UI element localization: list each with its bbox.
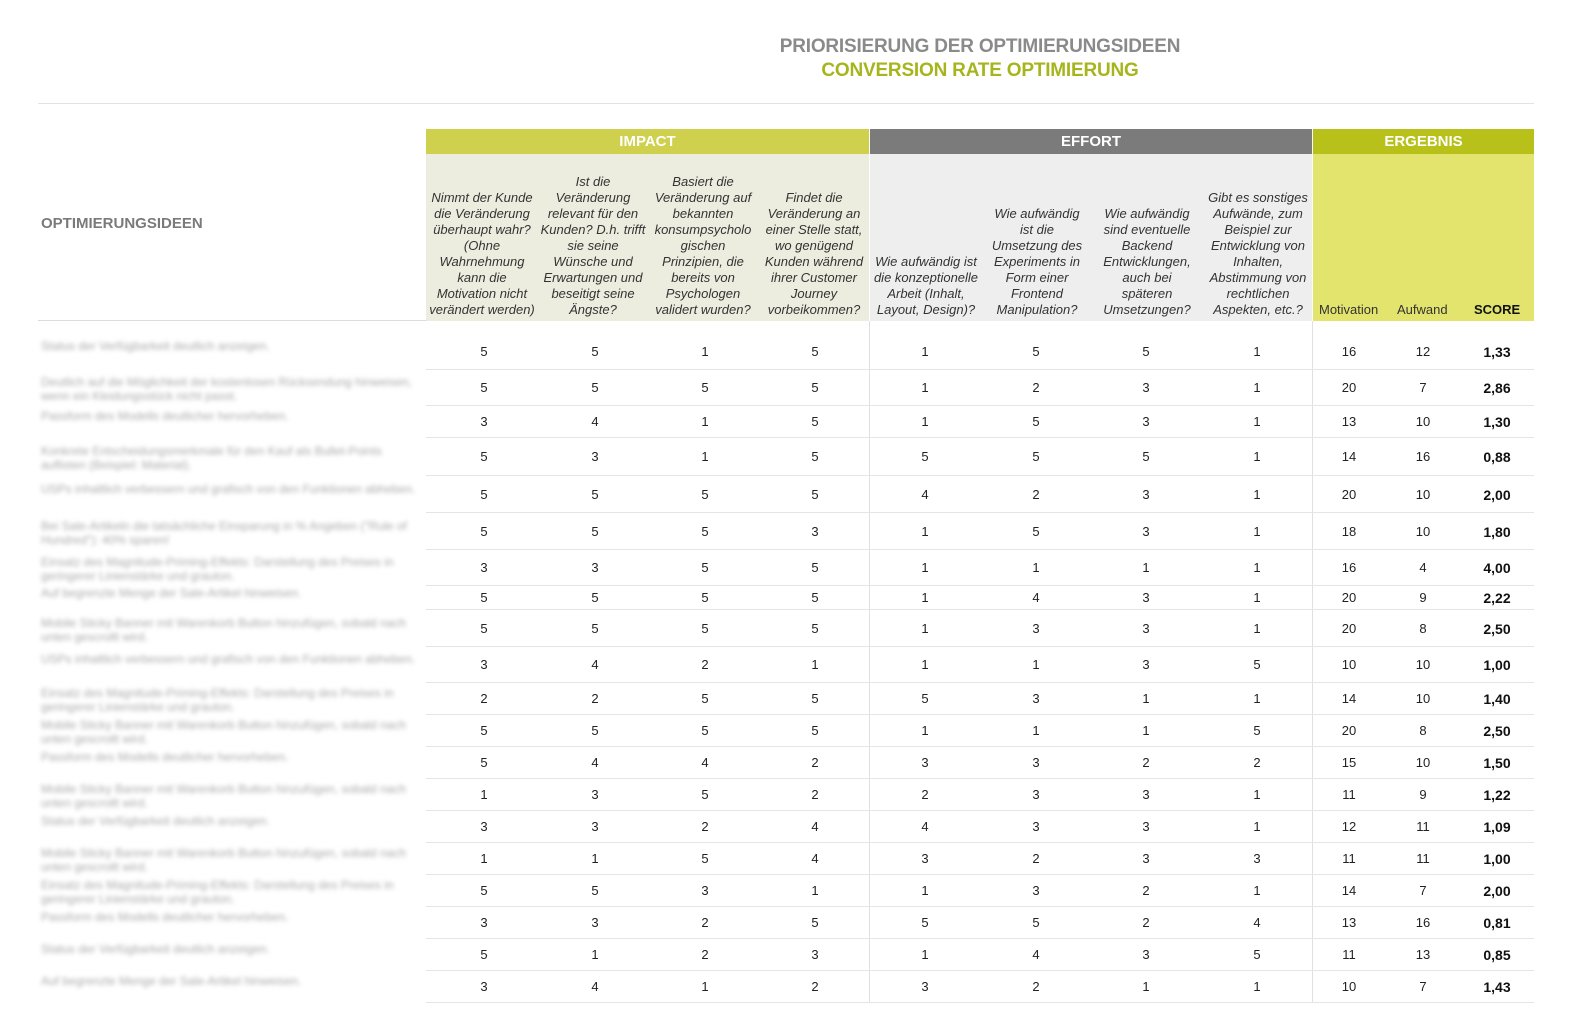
impact-value-3: 5 bbox=[701, 620, 709, 636]
effort-value-2: 5 bbox=[1032, 449, 1040, 464]
effort-value-3: 3 bbox=[1142, 657, 1150, 672]
impact-value-1: 1 bbox=[480, 851, 488, 866]
effort-value-1: 1 bbox=[921, 657, 929, 672]
table-row bbox=[38, 550, 1534, 586]
motivation-value: 12 bbox=[1341, 819, 1357, 834]
effort-value-3: 3 bbox=[1142, 414, 1150, 429]
effort-question-2: Wie aufwändig ist die Umsetzung des Experiments in Form einer Frontend Manipulation? bbox=[991, 206, 1083, 317]
effort-value-1: 3 bbox=[921, 851, 929, 866]
impact-value-1: 3 bbox=[480, 414, 488, 429]
motivation-value: 14 bbox=[1341, 449, 1357, 464]
effort-value-3: 5 bbox=[1142, 449, 1150, 464]
motivation-value: 16 bbox=[1341, 344, 1357, 359]
effort-value-2: 1 bbox=[1032, 560, 1040, 575]
idea-text: Passform des Modells deutlicher hervorheben. bbox=[41, 409, 289, 423]
motivation-value: 13 bbox=[1341, 915, 1357, 930]
motivation-value: 20 bbox=[1341, 380, 1357, 395]
effort-value-3: 5 bbox=[1142, 344, 1150, 359]
impact-value-2: 4 bbox=[591, 755, 599, 770]
table-row bbox=[38, 875, 1534, 907]
aufwand-value: 12 bbox=[1415, 344, 1431, 359]
aufwand-value: 10 bbox=[1415, 414, 1431, 429]
impact-value-4: 5 bbox=[811, 560, 819, 575]
impact-value-4: 5 bbox=[811, 723, 819, 738]
aufwand-value: 4 bbox=[1419, 560, 1427, 575]
impact-value-2: 5 bbox=[591, 486, 599, 502]
table-row bbox=[38, 971, 1534, 1003]
impact-questions-header bbox=[426, 154, 869, 321]
impact-value-1: 5 bbox=[480, 755, 488, 770]
impact-value-2: 3 bbox=[591, 915, 599, 930]
impact-value-3: 1 bbox=[701, 344, 709, 359]
impact-value-4: 5 bbox=[811, 620, 819, 636]
effort-value-4: 3 bbox=[1253, 851, 1261, 866]
impact-value-2: 5 bbox=[591, 380, 599, 395]
impact-value-1: 1 bbox=[480, 787, 488, 802]
impact-value-1: 2 bbox=[480, 691, 488, 706]
impact-value-2: 4 bbox=[591, 414, 599, 429]
impact-value-2: 3 bbox=[591, 819, 599, 834]
idea-text: Passform des Modells deutlicher hervorheben. bbox=[41, 910, 289, 924]
impact-value-3: 3 bbox=[701, 883, 709, 898]
effort-value-1: 4 bbox=[921, 819, 929, 834]
impact-value-3: 1 bbox=[701, 979, 709, 994]
effort-question-1: Wie aufwändig ist die konzeptionelle Arbeit (Inhalt, Layout, Design)? bbox=[873, 254, 979, 317]
effort-value-3: 1 bbox=[1142, 691, 1150, 706]
impact-value-4: 2 bbox=[811, 787, 819, 802]
effort-value-2: 1 bbox=[1032, 657, 1040, 672]
impact-value-1: 5 bbox=[480, 486, 488, 502]
effort-value-4: 1 bbox=[1253, 691, 1261, 706]
effort-value-1: 1 bbox=[921, 344, 929, 359]
impact-value-1: 5 bbox=[480, 523, 488, 539]
effort-value-4: 1 bbox=[1253, 380, 1261, 395]
motivation-value: 13 bbox=[1341, 414, 1357, 429]
effort-value-1: 1 bbox=[921, 560, 929, 575]
effort-value-3: 2 bbox=[1142, 755, 1150, 770]
effort-value-1: 3 bbox=[921, 755, 929, 770]
score-column-label: SCORE bbox=[1474, 302, 1521, 317]
effort-value-1: 5 bbox=[921, 915, 929, 930]
impact-value-4: 5 bbox=[811, 344, 819, 359]
effort-value-1: 1 bbox=[921, 523, 929, 539]
motivation-value: 20 bbox=[1341, 723, 1357, 738]
idea-text: Status der Verfügbarkeit deutlich anzeigen. bbox=[41, 339, 270, 353]
impact-value-1: 5 bbox=[480, 620, 488, 636]
impact-value-3: 5 bbox=[701, 787, 709, 802]
score-value: 1,33 bbox=[1483, 344, 1511, 360]
table-row bbox=[38, 939, 1534, 971]
effort-value-1: 5 bbox=[921, 449, 929, 464]
impact-value-1: 5 bbox=[480, 723, 488, 738]
aufwand-value: 7 bbox=[1419, 979, 1427, 994]
motivation-value: 10 bbox=[1341, 657, 1357, 672]
aufwand-value: 16 bbox=[1415, 449, 1431, 464]
score-value: 2,22 bbox=[1483, 590, 1511, 606]
impact-value-4: 1 bbox=[811, 657, 819, 672]
effort-question-4: Gibt es sonstiges Aufwände, zum Beispiel zur Entwicklung von Inhalten, Abstimmung von rechtlichen Aspekten, etc.? bbox=[1208, 190, 1308, 317]
idea-text: Status der Verfügbarkeit deutlich anzeigen. bbox=[41, 942, 270, 956]
ideas-column-header: OPTIMIERUNGSIDEEN bbox=[41, 215, 203, 232]
effort-value-2: 5 bbox=[1032, 344, 1040, 359]
effort-value-2: 3 bbox=[1032, 787, 1040, 802]
table-row bbox=[38, 683, 1534, 715]
impact-value-3: 2 bbox=[701, 657, 709, 672]
aufwand-value: 7 bbox=[1419, 883, 1427, 898]
table-row bbox=[38, 647, 1534, 683]
effort-value-3: 3 bbox=[1142, 787, 1150, 802]
table-row bbox=[38, 586, 1534, 610]
effort-value-2: 3 bbox=[1032, 620, 1040, 636]
impact-group-header: IMPACT bbox=[426, 129, 869, 154]
impact-value-1: 5 bbox=[480, 380, 488, 395]
score-value: 1,00 bbox=[1483, 657, 1511, 673]
effort-value-3: 3 bbox=[1142, 947, 1150, 962]
idea-text: Einsatz des Magnitude-Priming-Effekts: Darstellung des Preises in geringerer Linienstärke und grauton. bbox=[41, 878, 394, 906]
impact-value-4: 3 bbox=[811, 523, 819, 539]
impact-value-1: 5 bbox=[480, 590, 488, 605]
impact-value-2: 5 bbox=[591, 620, 599, 636]
table-row bbox=[38, 811, 1534, 843]
table-row bbox=[38, 610, 1534, 647]
effort-value-1: 1 bbox=[921, 380, 929, 395]
impact-value-1: 3 bbox=[480, 979, 488, 994]
motivation-value: 20 bbox=[1341, 590, 1357, 605]
effort-question-3: Wie aufwändig sind eventuelle Backend Entwicklungen, auch bei späteren Umsetzungen? bbox=[1103, 206, 1191, 317]
impact-value-4: 5 bbox=[811, 486, 819, 502]
effort-value-4: 1 bbox=[1253, 523, 1261, 539]
table-row bbox=[38, 747, 1534, 779]
impact-value-3: 2 bbox=[701, 819, 709, 834]
effort-value-2: 3 bbox=[1032, 883, 1040, 898]
impact-value-1: 3 bbox=[480, 819, 488, 834]
effort-value-3: 2 bbox=[1142, 883, 1150, 898]
idea-text: USPs inhaltlich verbessern und grafisch von den Funktionen abheben. bbox=[41, 652, 416, 666]
impact-value-2: 3 bbox=[591, 787, 599, 802]
effort-value-3: 3 bbox=[1142, 523, 1150, 539]
table-row bbox=[38, 334, 1534, 370]
effort-value-4: 1 bbox=[1253, 560, 1261, 575]
effort-value-3: 3 bbox=[1142, 486, 1150, 502]
effort-value-2: 2 bbox=[1032, 486, 1040, 502]
effort-value-4: 1 bbox=[1253, 414, 1261, 429]
aufwand-value: 13 bbox=[1415, 947, 1431, 962]
effort-value-2: 5 bbox=[1032, 523, 1040, 539]
impact-value-4: 4 bbox=[811, 851, 819, 866]
impact-value-4: 5 bbox=[811, 691, 819, 706]
aufwand-value: 10 bbox=[1415, 691, 1431, 706]
effort-value-3: 3 bbox=[1142, 620, 1150, 636]
score-value: 0,85 bbox=[1483, 947, 1511, 963]
effort-value-2: 2 bbox=[1032, 851, 1040, 866]
impact-question-2: Ist die Veränderung relevant für den Kunden? D.h. trifft sie seine Wünsche und Erwartungen und beseitigt seine Ängste? bbox=[540, 174, 646, 317]
table-row bbox=[38, 843, 1534, 875]
aufwand-value: 10 bbox=[1415, 486, 1431, 502]
effort-value-4: 1 bbox=[1253, 883, 1261, 898]
score-value: 2,00 bbox=[1483, 486, 1511, 503]
impact-value-2: 1 bbox=[591, 851, 599, 866]
effort-value-3: 1 bbox=[1142, 979, 1150, 994]
effort-value-4: 4 bbox=[1253, 915, 1261, 930]
motivation-value: 14 bbox=[1341, 883, 1357, 898]
effort-questions-header bbox=[870, 154, 1312, 321]
effort-value-1: 1 bbox=[921, 947, 929, 962]
impact-value-1: 5 bbox=[480, 449, 488, 464]
score-value: 2,50 bbox=[1483, 620, 1511, 637]
effort-value-4: 5 bbox=[1253, 657, 1261, 672]
effort-value-4: 1 bbox=[1253, 979, 1261, 994]
motivation-column-label: Motivation bbox=[1319, 302, 1379, 317]
effort-value-3: 3 bbox=[1142, 819, 1150, 834]
impact-value-4: 3 bbox=[811, 947, 819, 962]
effort-value-4: 1 bbox=[1253, 344, 1261, 359]
motivation-value: 15 bbox=[1341, 755, 1357, 770]
score-value: 0,88 bbox=[1483, 449, 1511, 465]
idea-text: Konkrete Entscheidungsmerkmale für den Kauf als Bullet-Points auflisten (Beispiel: Material). bbox=[41, 444, 382, 472]
impact-question-4: Findet die Veränderung an einer Stelle statt, wo genügend Kunden während ihrer Customer Journey vorbeikommen? bbox=[764, 190, 864, 317]
score-value: 4,00 bbox=[1483, 560, 1511, 576]
table-row bbox=[38, 715, 1534, 747]
effort-value-1: 5 bbox=[921, 691, 929, 706]
effort-value-3: 1 bbox=[1142, 560, 1150, 575]
aufwand-value: 10 bbox=[1415, 755, 1431, 770]
idea-text: Mobile Sticky Banner mit Warenkorb Button hinzufügen, sobald nach unten gescrollt wird. bbox=[41, 782, 407, 810]
impact-value-3: 5 bbox=[701, 851, 709, 866]
aufwand-value: 9 bbox=[1419, 787, 1427, 802]
score-value: 1,09 bbox=[1483, 819, 1511, 835]
effort-value-1: 1 bbox=[921, 620, 929, 636]
aufwand-value: 8 bbox=[1419, 723, 1427, 738]
effort-value-2: 2 bbox=[1032, 380, 1040, 395]
impact-value-4: 4 bbox=[811, 819, 819, 834]
impact-value-3: 5 bbox=[701, 723, 709, 738]
motivation-value: 11 bbox=[1342, 947, 1356, 962]
result-columns-header bbox=[1313, 154, 1534, 321]
impact-question-1: Nimmt der Kunde die Veränderung überhaupt wahr? (Ohne Wahrnehmung kann die Motivation nicht verändert werden) bbox=[429, 190, 535, 317]
page-titles bbox=[0, 36, 1570, 84]
table-row bbox=[38, 513, 1534, 550]
impact-value-1: 5 bbox=[480, 947, 488, 962]
impact-value-3: 5 bbox=[701, 523, 709, 539]
idea-text: Auf begrenzte Menge der Sale-Artikel hinweisen. bbox=[41, 586, 302, 600]
impact-value-1: 3 bbox=[480, 915, 488, 930]
impact-value-4: 2 bbox=[811, 755, 819, 770]
impact-value-3: 5 bbox=[701, 380, 709, 395]
effort-group-header: EFFORT bbox=[870, 129, 1312, 154]
impact-value-1: 5 bbox=[480, 883, 488, 898]
impact-value-2: 4 bbox=[591, 979, 599, 994]
table-row bbox=[38, 907, 1534, 939]
impact-value-3: 5 bbox=[701, 560, 709, 575]
impact-value-3: 2 bbox=[701, 947, 709, 962]
impact-value-2: 5 bbox=[591, 590, 599, 605]
effort-value-3: 3 bbox=[1142, 590, 1150, 605]
score-value: 1,22 bbox=[1483, 787, 1511, 803]
idea-text: Mobile Sticky Banner mit Warenkorb Button hinzufügen, sobald nach unten gescrollt wird. bbox=[41, 718, 407, 746]
effort-value-4: 1 bbox=[1253, 590, 1261, 605]
effort-value-1: 3 bbox=[921, 979, 929, 994]
effort-value-2: 4 bbox=[1032, 590, 1040, 605]
impact-value-2: 1 bbox=[591, 947, 599, 962]
idea-text: USPs inhaltlich verbessern und grafisch von den Funktionen abheben. bbox=[41, 481, 416, 496]
impact-value-1: 3 bbox=[480, 657, 488, 672]
idea-text: Einsatz des Magnitude-Priming-Effekts: Darstellung des Preises in geringerer Linienstärke und grauton. bbox=[41, 686, 394, 714]
effort-value-4: 2 bbox=[1253, 755, 1261, 770]
table-row bbox=[38, 406, 1534, 438]
aufwand-column-label: Aufwand bbox=[1397, 302, 1448, 317]
effort-value-2: 3 bbox=[1032, 755, 1040, 770]
effort-value-4: 1 bbox=[1253, 819, 1261, 834]
score-value: 1,50 bbox=[1483, 755, 1511, 771]
idea-text: Passform des Modells deutlicher hervorheben. bbox=[41, 750, 289, 764]
impact-value-3: 5 bbox=[701, 590, 709, 605]
aufwand-value: 8 bbox=[1419, 620, 1427, 636]
impact-value-2: 5 bbox=[591, 523, 599, 539]
aufwand-value: 10 bbox=[1415, 657, 1431, 672]
impact-value-1: 3 bbox=[480, 560, 488, 575]
score-value: 2,86 bbox=[1483, 380, 1511, 396]
idea-text: Mobile Sticky Banner mit Warenkorb Button hinzufügen, sobald nach unten gescrollt wird. bbox=[41, 615, 407, 644]
effort-value-4: 5 bbox=[1253, 723, 1261, 738]
impact-value-1: 5 bbox=[480, 344, 488, 359]
aufwand-value: 11 bbox=[1416, 851, 1430, 866]
page-title: PRIORISIERUNG DER OPTIMIERUNGSIDEEN bbox=[779, 36, 1181, 57]
impact-value-2: 3 bbox=[591, 449, 599, 464]
effort-value-4: 5 bbox=[1253, 947, 1261, 962]
effort-value-3: 3 bbox=[1142, 380, 1150, 395]
score-value: 1,00 bbox=[1483, 851, 1511, 867]
effort-value-2: 5 bbox=[1032, 414, 1040, 429]
motivation-value: 11 bbox=[1342, 851, 1356, 866]
score-value: 2,00 bbox=[1483, 883, 1511, 899]
impact-value-4: 5 bbox=[811, 380, 819, 395]
score-value: 1,80 bbox=[1483, 523, 1511, 540]
idea-text: Mobile Sticky Banner mit Warenkorb Button hinzufügen, sobald nach unten gescrollt wird. bbox=[41, 846, 407, 874]
result-group-header: ERGEBNIS bbox=[1313, 129, 1534, 154]
effort-value-1: 1 bbox=[921, 883, 929, 898]
title-divider bbox=[38, 103, 1534, 104]
motivation-value: 16 bbox=[1341, 560, 1357, 575]
table-row bbox=[38, 779, 1534, 811]
effort-value-2: 5 bbox=[1032, 915, 1040, 930]
motivation-value: 18 bbox=[1341, 523, 1357, 539]
impact-value-2: 5 bbox=[591, 883, 599, 898]
table-row bbox=[38, 370, 1534, 406]
effort-value-3: 2 bbox=[1142, 915, 1150, 930]
motivation-value: 10 bbox=[1341, 979, 1357, 994]
impact-value-4: 5 bbox=[811, 590, 819, 605]
impact-value-4: 5 bbox=[811, 449, 819, 464]
impact-value-3: 5 bbox=[701, 486, 709, 502]
score-value: 2,50 bbox=[1483, 723, 1511, 739]
impact-value-4: 5 bbox=[811, 414, 819, 429]
score-value: 1,40 bbox=[1483, 691, 1511, 707]
idea-text: Einsatz des Magnitude-Priming-Effekts: Darstellung des Preises in geringerer Linienstärke und grauton. bbox=[41, 555, 394, 583]
impact-value-2: 5 bbox=[591, 723, 599, 738]
impact-value-4: 1 bbox=[811, 883, 819, 898]
effort-value-4: 1 bbox=[1253, 620, 1261, 636]
effort-value-4: 1 bbox=[1253, 449, 1261, 464]
impact-value-3: 4 bbox=[701, 755, 709, 770]
ideas-header-divider bbox=[38, 320, 426, 321]
effort-value-2: 2 bbox=[1032, 979, 1040, 994]
score-value: 1,43 bbox=[1483, 979, 1511, 995]
table-row bbox=[38, 476, 1534, 513]
aufwand-value: 11 bbox=[1416, 819, 1430, 834]
impact-value-2: 5 bbox=[591, 344, 599, 359]
effort-value-2: 1 bbox=[1032, 723, 1040, 738]
page-subtitle: CONVERSION RATE OPTIMIERUNG bbox=[821, 60, 1139, 81]
motivation-value: 14 bbox=[1341, 691, 1357, 706]
effort-value-4: 1 bbox=[1253, 486, 1261, 502]
aufwand-value: 16 bbox=[1415, 915, 1431, 930]
idea-text: Auf begrenzte Menge der Sale-Artikel hinweisen. bbox=[41, 974, 302, 988]
effort-value-1: 1 bbox=[921, 414, 929, 429]
impact-value-3: 5 bbox=[701, 691, 709, 706]
effort-value-2: 3 bbox=[1032, 691, 1040, 706]
impact-value-2: 3 bbox=[591, 560, 599, 575]
effort-value-1: 1 bbox=[921, 590, 929, 605]
impact-value-4: 5 bbox=[811, 915, 819, 930]
motivation-value: 20 bbox=[1341, 486, 1357, 502]
effort-value-2: 4 bbox=[1032, 947, 1040, 962]
effort-value-1: 1 bbox=[921, 723, 929, 738]
impact-value-3: 2 bbox=[701, 915, 709, 930]
effort-value-4: 1 bbox=[1253, 787, 1261, 802]
effort-value-1: 4 bbox=[921, 486, 929, 502]
motivation-value: 11 bbox=[1342, 787, 1356, 802]
effort-value-1: 2 bbox=[921, 787, 929, 802]
impact-value-3: 1 bbox=[701, 414, 709, 429]
impact-question-3: Basiert die Veränderung auf bekannten konsumpsycholo gischen Prinzipien, die bereits von Psychologen validert wurden? bbox=[654, 174, 752, 317]
table-row bbox=[38, 438, 1534, 476]
effort-value-3: 1 bbox=[1142, 723, 1150, 738]
impact-value-2: 4 bbox=[591, 657, 599, 672]
score-value: 0,81 bbox=[1483, 915, 1511, 931]
idea-text: Deutlich auf die Möglichkeit der kostenlosen Rücksendung hinweisen, wenn ein Kleidungsstück nicht passt. bbox=[41, 375, 412, 403]
idea-text: Bei Sale-Artikeln die tatsächliche Einsparung in % Angeben ("Rule of Hundred"): 40% sparen! bbox=[41, 518, 407, 547]
motivation-value: 20 bbox=[1341, 620, 1357, 636]
idea-text: Status der Verfügbarkeit deutlich anzeigen. bbox=[41, 814, 270, 828]
row-divider bbox=[426, 1002, 1534, 1003]
aufwand-value: 9 bbox=[1419, 590, 1427, 605]
effort-value-3: 3 bbox=[1142, 851, 1150, 866]
impact-value-3: 1 bbox=[701, 449, 709, 464]
score-value: 1,30 bbox=[1483, 414, 1511, 430]
effort-value-2: 3 bbox=[1032, 819, 1040, 834]
aufwand-value: 10 bbox=[1415, 523, 1431, 539]
impact-value-2: 2 bbox=[591, 691, 599, 706]
aufwand-value: 7 bbox=[1419, 380, 1427, 395]
impact-value-4: 2 bbox=[811, 979, 819, 994]
